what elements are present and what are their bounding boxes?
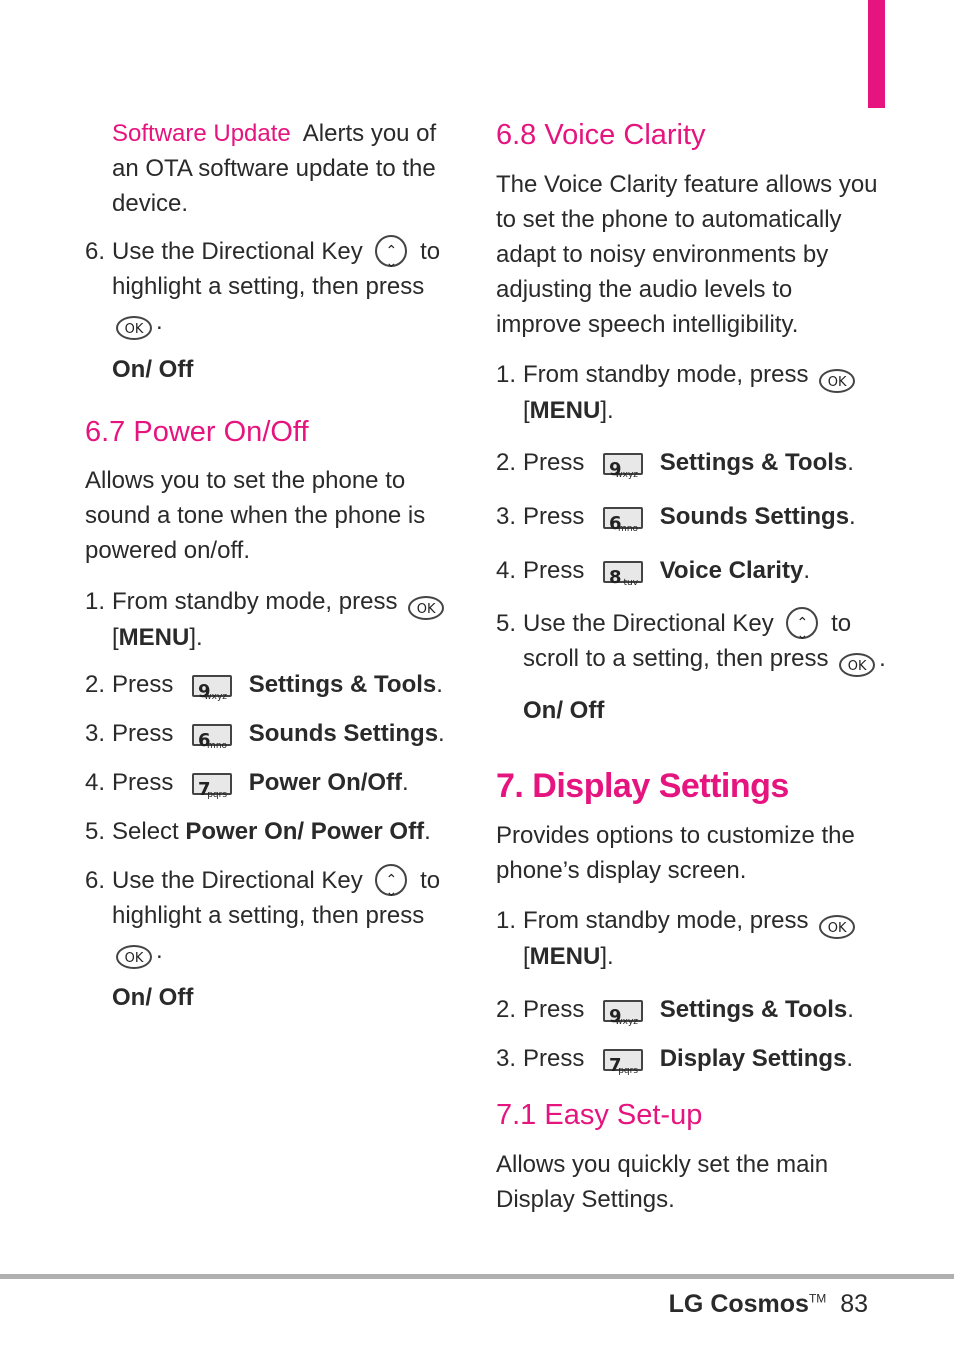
key-letters: tuv [623,578,639,588]
key-6-icon [603,507,643,534]
step-text: Press 7 pqrs Display Settings. [523,1041,853,1076]
option-list: On/ Off [112,356,194,383]
step-text-part: Press [523,449,585,476]
ok-key-icon: OK [819,915,855,939]
software-update-item [112,116,436,221]
step-number: 4. [85,769,106,796]
section-description [85,463,425,568]
step-text: From standby mode, press OK [MENU]. [523,357,859,428]
desc-line: improve speech intelligibility. [496,311,799,338]
desc-line: The Voice Clarity feature allows you [496,171,878,198]
menu-label: MENU [529,943,601,970]
step-text-part: Press [523,557,585,584]
step-number: 1. [85,588,106,615]
step-text-part: Select [112,818,179,845]
footer-brand: LG Cosmos [668,1290,809,1318]
step-text: Press 7 pqrs Power On/Off. [112,765,409,800]
step-text: Use the Directional Key ⌃ ⌄ to highlight a setting, then press OK . [112,863,440,969]
step-text-part: From standby mode, press [112,588,398,615]
key-9-icon [603,453,643,480]
ok-key-icon: OK [116,945,152,969]
step-text-part: to [420,867,441,894]
step-text-part: scroll to a setting, then press [523,645,829,672]
desc-line: to set the phone to automatically [496,206,842,233]
desc-line: sound a tone when the phone is [85,502,426,529]
step-text: Use the Directional Key ⌃ ⌄ to highlight a setting, then press OK . [112,234,440,340]
step-text-part: From standby mode, press [523,361,809,388]
chapter-heading: 7. Display Settings [496,767,789,805]
key-letters: wxyz [615,470,639,480]
directional-key-icon [375,864,407,896]
step-text: Select Power On/ Power Off. [112,818,431,845]
menu-item-power-onoff: Power On/Off [248,769,403,796]
step-number: 2. [85,671,106,698]
option-list: On/ Off [112,984,194,1011]
step-number: 3. [85,720,106,747]
desc-line: adjusting the audio levels to [496,276,793,303]
software-update-text: device. [112,190,189,217]
step-number: 3. [496,1045,517,1072]
key-digit: 9 [609,1006,622,1027]
step-text: Press 6 mno Sounds Settings. [112,716,445,751]
step-number: 1. [496,907,517,934]
step-text: Press 6 mno Sounds Settings. [523,499,856,534]
step-text-part: highlight a setting, then press [112,902,425,929]
menu-item-settings-tools: Settings & Tools [248,671,437,698]
menu-item-power-on-power-off: Power On/ Power Off [185,818,425,845]
step-text: From standby mode, press OK [MENU]. [112,584,448,655]
key-digit: 9 [609,459,622,480]
step-text-part: highlight a setting, then press [112,273,425,300]
section-heading: 7.1 Easy Set-up [496,1099,703,1131]
step-text-part: Use the Directional Key [112,867,363,894]
key-digit: 7 [609,1055,622,1076]
page-footer [669,1290,868,1319]
step-text: Press 9 wxyz Settings & Tools. [523,992,854,1027]
software-update-text: Alerts you of [302,120,437,147]
step-number: 5. [85,818,106,845]
step-number: 4. [496,557,517,584]
desc-line: Allows you quickly set the main [496,1151,829,1178]
software-update-label: Software Update [112,120,291,147]
step-number: 2. [496,996,517,1023]
step-number: 2. [496,449,517,476]
directional-key-icon [786,607,818,639]
step-text-part: Press [112,769,174,796]
desc-line: Display Settings. [496,1186,675,1213]
desc-line: Allows you to set the phone to [85,467,406,494]
step-text-part: Use the Directional Key [523,610,774,637]
menu-item-display-settings: Display Settings [659,1045,847,1072]
key-digit: 6 [609,513,622,534]
step-number: 1. [496,361,517,388]
ok-key-icon: OK [839,653,875,677]
desc-line: powered on/off. [85,537,251,564]
section-description [496,1147,828,1217]
step-text-part: to [420,238,441,265]
step-text-part: to [831,610,852,637]
key-letters: pqrs [207,790,228,800]
menu-item-sounds-settings: Sounds Settings [659,503,850,530]
step-text-part: Use the Directional Key [112,238,363,265]
key-digit: 8 [609,567,622,588]
option-list: On/ Off [523,697,605,724]
key-digit: 7 [198,779,211,800]
key-6-icon [192,724,232,751]
key-digit: 6 [198,730,211,751]
step-text: Use the Directional Key ⌃ ⌄ to scroll to a setting, then press OK . [523,606,886,677]
step-text-part: Press [523,996,585,1023]
trademark-mark: TM [808,1291,827,1306]
step-text-part: Press [112,720,174,747]
ok-key-icon: OK [116,316,152,340]
key-8-icon [603,561,643,588]
directional-key-icon [375,235,407,267]
section-tab-marker [868,0,885,108]
desc-line: Provides options to customize the [496,822,855,849]
key-7-icon [603,1049,643,1076]
footer-rule [0,1274,954,1279]
ok-key-icon: OK [819,369,855,393]
section-description [496,818,855,888]
step-number: 5. [496,610,517,637]
step-text-part: Press [523,1045,585,1072]
section-heading: 6.7 Power On/Off [85,416,309,448]
ok-key-icon: OK [408,596,444,620]
section-description [496,167,878,342]
menu-label: MENU [118,624,190,651]
menu-item-sounds-settings: Sounds Settings [248,720,439,747]
step-text-part: Press [112,671,174,698]
menu-label: MENU [529,397,601,424]
menu-item-voice-clarity: Voice Clarity [659,557,804,584]
menu-item-settings-tools: Settings & Tools [659,996,848,1023]
desc-line: phone’s display screen. [496,857,747,884]
key-9-icon [603,1000,643,1027]
menu-item-settings-tools: Settings & Tools [659,449,848,476]
key-letters: pqrs [618,1066,639,1076]
desc-line: adapt to noisy environments by [496,241,829,268]
page-number: 83 [840,1290,868,1318]
step-number: 3. [496,503,517,530]
key-9-icon [192,675,232,702]
key-letters: mno [207,741,228,751]
step-text: Press 9 wxyz Settings & Tools. [523,445,854,480]
step-number: 6. [85,238,106,265]
key-letters: mno [618,524,639,534]
key-letters: wxyz [204,692,228,702]
key-letters: wxyz [615,1017,639,1027]
software-update-text: an OTA software update to the [112,155,436,182]
step-text: Press 8 tuv Voice Clarity. [523,553,810,588]
section-heading: 6.8 Voice Clarity [496,119,706,151]
key-digit: 9 [198,681,211,702]
step-text: Press 9 wxyz Settings & Tools. [112,667,443,702]
key-7-icon [192,773,232,800]
step-text-part: From standby mode, press [523,907,809,934]
step-text: From standby mode, press OK [MENU]. [523,903,859,974]
step-number: 6. [85,867,106,894]
step-text-part: Press [523,503,585,530]
